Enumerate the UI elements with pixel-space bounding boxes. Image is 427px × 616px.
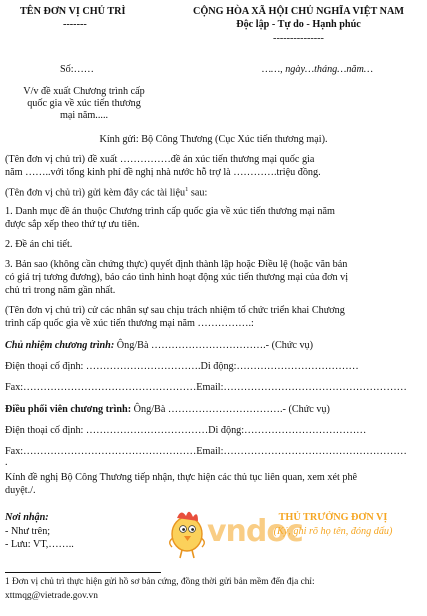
request-line2: duyệt./. [5,485,36,496]
subject-line-2: quốc gia về xúc tiến thương [27,98,141,109]
director-fax-line: Fax:……………………………………………Email:……………………………………………… [5,382,407,393]
coordinator-phone-line: Điện thoại cố định: ………………………………Di động:……………………………… [5,425,367,436]
recipient-item-2: - Lưu: VT,…….. [5,539,74,550]
para3-line1: (Tên đơn vị chủ trì) cử các nhân sự sau chịu trách nhiệm tổ chức triển khai Chương [5,305,345,316]
recipient-item-1: - Như trên; [5,526,51,537]
item3-line1: 3. Bản sao (không cần chứng thực) quyết định thành lập hoặc Điều lệ (hoặc văn bản [5,259,348,270]
footnote-ref: 1 [185,186,189,193]
coordinator-line [5,404,330,416]
doc-number: Số:…… [60,64,94,75]
signer-note: (Ký, ghi rõ họ tên, đóng dấu) [273,526,393,537]
director-label: Chủ nhiệm chương trình: [5,340,115,351]
director-name-field: Ông/Bà …………………………….- (Chức vụ) [114,340,314,351]
para1-line2: năm ……..với tổng kinh phí đề nghị nhà nước hỗ trợ là ………….triệu đồng. [5,167,321,178]
motto: Độc lập - Tự do - Hạnh phúc [236,19,361,30]
footnote-divider [5,572,161,573]
para1-line1: (Tên đơn vị chủ trì) đề xuất ……………đề án xúc tiến thương mại quốc gia [5,154,315,165]
para2-line [5,186,207,200]
item1-line2: được sắp xếp theo thứ tự ưu tiên. [5,219,140,230]
date-line: ……, ngày…tháng…năm… [262,64,373,75]
para2-tail: sau: [188,187,208,199]
item3-line2: có giá trị tương đương), báo cáo tình hình hoạt động xúc tiến thương mại của đơn vị [5,272,349,283]
coordinator-fax-line: Fax:……………………………………………Email:……………………………………………… [5,446,407,457]
director-line [5,340,313,352]
country-name: CỘNG HÒA XÃ HỘI CHỦ NGHĨA VIỆT NAM [192,6,405,17]
trailing-dot: . [5,457,8,468]
org-dashes: ------- [63,19,87,30]
request-line1: Kính đề nghị Bộ Công Thương tiếp nhận, thực hiện các thủ tục liên quan, xem xét phê [5,472,358,483]
coordinator-label: Điều phối viên chương trình: [5,404,132,415]
footnote-line1: 1 Đơn vị chủ trì thực hiện gửi hồ sơ bản cứng, đồng thời gửi bản mềm đến địa chỉ: [5,577,315,587]
director-phone-line: Điện thoại cố định: …………………………….Di động:……………………………… [5,361,359,372]
motto-dashes: --------------- [273,33,324,44]
item2-line: 2. Đề án chi tiết. [5,239,73,250]
para3-line2: trình cấp quốc gia về xúc tiến thương mại năm …………….: [5,318,254,329]
watermark-text: vndoc [207,514,303,549]
subject-line-1: V/v đề xuất Chương trình cấp [23,86,145,97]
recipients-label: Nơi nhận: [5,512,49,523]
para2-text: (Tên đơn vị chủ trì) gửi kèm đây các tài liệu [5,187,186,199]
item1-line1: 1. Danh mục đề án thuộc Chương trình cấp quốc gia về xúc tiến thương mại năm [5,206,335,217]
footnote-email: xttmqg@vietrade.gov.vn [5,591,98,601]
item3-line3: chủ trì trong năm gần nhất. [5,285,116,296]
signer-title: THỦ TRƯỞNG ĐƠN VỊ [278,512,388,523]
subject-line-3: mại năm..... [59,110,109,121]
org-name: TÊN ĐƠN VỊ CHỦ TRÌ [20,6,126,17]
recipient-line: Kính gửi: Bộ Công Thương (Cục Xúc tiến thương mại). [99,134,328,145]
coordinator-name-field: Ông/Bà …………………………….- (Chức vụ) [131,404,330,415]
